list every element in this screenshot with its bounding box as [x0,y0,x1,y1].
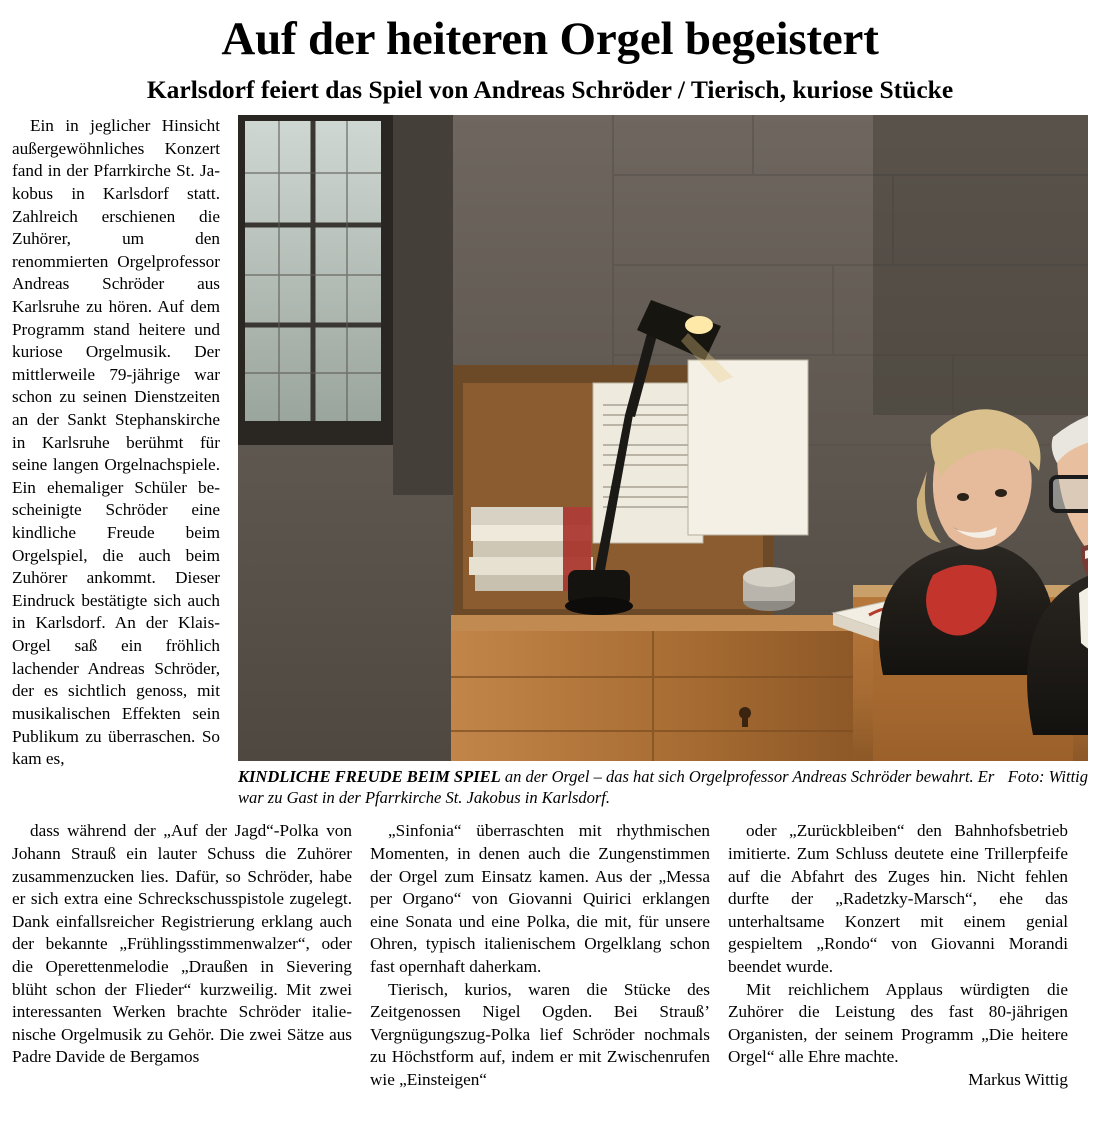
photo-block [238,115,1088,808]
page-subtitle: Karlsdorf feiert das Spiel von Andreas Schröder / Tierisch, kuriose Stücke [146,74,954,104]
article-column-3 [370,820,710,1091]
caption-rest: an der Orgel – das hat sich Orgelprofessor Andreas Schröder bewahrt. Er war zu Gast in der Pfarrkirche St. Jakobus in Karlsdorf. [238,767,995,807]
article-paragraph: „Sinfonia“ überraschten mit rhythmischen Momenten, in denen auch die Zungenstimmen der Orgel zum Einsatz kamen. Aus der „Messa per Organo“ von Giovanni Quirici erklangen eine Sonata und eine Polka, die mit, für unsere Ohren, typisch italienischem Orgelklang schon fast opernhaft daherkam. [370,821,710,976]
article-byline: Markus Wittig [968,1070,1068,1090]
photo-caption [238,767,1088,808]
article-paragraph: Tierisch, kurios, waren die Stücke des Zeitgenossen Nigel Ogden. Bei Strauß’ Vergnügungszug-Polka lief Schröder nochmals zu Höchstform auf, indem er mit Zwischenrufen wie „Einsteigen“ [370,979,710,1090]
article-paragraph: Mit reichlichem Applaus würdigten die Zuhörer die Leistung des fast 80-jährigen Organisten, der seinem Programm „Die heitere Orgel“ alle Ehre machte. [728,979,1068,1067]
newspaper-page [0,14,1100,1136]
article-column-2 [12,820,352,1091]
top-area [12,115,1088,808]
article-paragraph: dass während der „Auf der Jagd“-Polka von Johann Strauß ein lauter Schuss die Zuhörer zusammenzucken lies. Dafür, so Schröder, habe er sich extra eine Schreckschusspistole zugelegt. Dank einfallsreicher Registrierung erklang auch der bekannte „Frühlingsstimmenwalzer“, oder die Operettenmelodie „Draußen in Sievering blüht schon der Flieder“ kurzweilig. Mit zwei interessanten Werken brachte Schröder italienische Orgelmusik zu Gehör. Die zwei Sätze aus Padre Davide de Bergamos [12,821,352,1067]
photo-credit: Foto: Wittig [1007,767,1088,787]
article-paragraph: oder „Zurückbleiben“ den Bahnhofsbetrieb imitierte. Zum Schluss deutete eine Trillerpfeife auf die Abfahrt des Zuges hin. Nicht fehlen durfte der „Radetzky-Marsch“, ehe das unterhaltsame Konzert mit einem genial gespieltem „Rondo“ von Giovanni Morandi beendet wurde. [728,821,1068,976]
article-column-4 [728,820,1068,1091]
article-photo [238,115,1088,761]
article-paragraph: Ein in jeglicher Hinsicht außergewöhnliches Konzert fand in der Pfarrkirche St. Jakobus in Karlsdorf statt. Zahlreich erschienen die Zuhörer, um den renommierten Orgelprofessor Andreas Schröder aus Karlsruhe zu hören. Auf dem Programm stand heitere und kuriose Orgelmusik. Der mittlerweile 79-jährige war schon zu seinen Dienstzeiten an der Sankt Stephanskirche in Karlsruhe berühmt für seine langen Orgelnachspiele. Ein ehemaliger Schüler bescheinigte Schröder eine kindliche Freude beim Orgelspiel, die auch beim Zuhörer ankommt. Dieser Eindruck bestätigte sich auch in Karlsdorf. An der Klais-Orgel saß ein fröhlich lachender Andreas Schröder, der es sichtlich genoss, mit musikalischen Effekten sein Publikum zu überraschen. So kam es, [12,116,220,769]
bottom-columns [12,820,1088,1091]
article-column-1 [12,115,220,771]
caption-lead: KINDLICHE FREUDE BEIM SPIEL [238,767,501,787]
page-title: Auf der heiteren Orgel begeistert [221,13,879,65]
photo-illustration [238,115,1088,761]
